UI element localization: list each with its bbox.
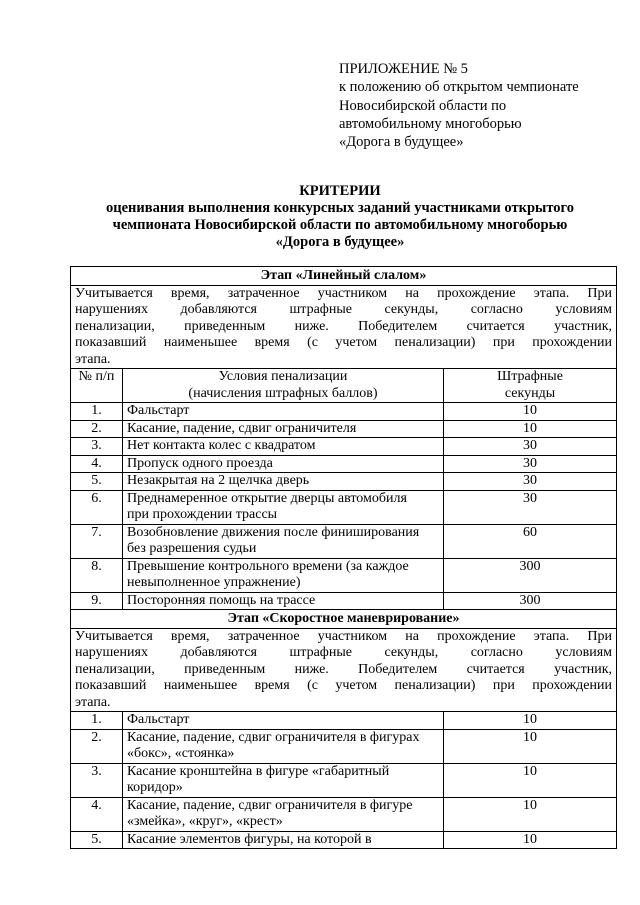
row-condition xyxy=(123,490,444,524)
description-line: показавший наименьшее время (с учетом пенализации) при прохождении xyxy=(75,678,612,693)
row-number: 4. xyxy=(71,797,123,831)
row-penalty-seconds: 10 xyxy=(444,712,617,730)
row-condition xyxy=(123,455,444,473)
row-condition xyxy=(123,592,444,610)
row-penalty-seconds: 30 xyxy=(444,473,617,491)
row-penalty-seconds: 300 xyxy=(444,592,617,610)
header-condition xyxy=(123,369,444,403)
header-points-line: Штрафные xyxy=(497,369,563,384)
row-penalty-seconds: 60 xyxy=(444,524,617,558)
row-penalty-seconds: 10 xyxy=(444,763,617,797)
row-condition-line: Касание, падение, сдвиг ограничителя xyxy=(127,420,357,436)
row-number: 2. xyxy=(71,729,123,763)
row-condition-line: Фальстарт xyxy=(127,712,190,727)
row-number: 3. xyxy=(71,438,123,456)
document-title xyxy=(70,183,610,251)
row-penalty-seconds: 300 xyxy=(444,558,617,592)
appendix-line: Новосибирской области по xyxy=(339,97,507,114)
row-condition-line: Касание, падение, сдвиг ограничителя в фигуре xyxy=(127,797,413,813)
row-condition xyxy=(123,797,444,831)
description-line: Учитывается время, затраченное участником на прохождение этапа. При xyxy=(75,285,612,301)
row-condition xyxy=(123,763,444,797)
title-line: «Дорога в будущее» xyxy=(275,234,405,250)
row-condition-line: «бокс», «стоянка» xyxy=(127,746,235,761)
row-condition-line: без разрешения судьи xyxy=(127,541,257,556)
header-num: № п/п xyxy=(71,369,123,403)
row-penalty-seconds: 10 xyxy=(444,420,617,438)
row-condition-line: Возобновление движения после финиширования xyxy=(127,524,420,540)
row-number: 5. xyxy=(71,473,123,491)
stage-title-row xyxy=(71,610,617,629)
header-condition-line: Условия пенализации xyxy=(218,369,348,384)
row-number: 5. xyxy=(71,831,123,849)
table-row xyxy=(71,592,617,610)
row-number: 9. xyxy=(71,592,123,610)
row-number: 3. xyxy=(71,763,123,797)
title-line: чемпионата Новосибирской области по автомобильному многоборью xyxy=(112,217,568,233)
row-condition-line: Незакрытая на 2 щелчка дверь xyxy=(127,473,310,488)
row-penalty-seconds: 10 xyxy=(444,831,617,849)
table-row xyxy=(71,473,617,491)
appendix-line: к положению об открытом чемпионате xyxy=(339,79,579,96)
stage-description-row xyxy=(71,628,617,712)
row-penalty-seconds: 30 xyxy=(444,490,617,524)
row-condition-line: Касание, падение, сдвиг ограничителя в фигурах xyxy=(127,729,420,745)
table-row xyxy=(71,558,617,592)
row-condition xyxy=(123,420,444,438)
appendix-block xyxy=(339,60,629,151)
row-condition xyxy=(123,403,444,421)
stage-title-row xyxy=(71,267,617,286)
description-line: пенализации, приведенным ниже. Победителем считается участник, xyxy=(75,318,612,334)
row-condition-line: невыполненное упражнение) xyxy=(127,575,301,590)
row-number: 1. xyxy=(71,403,123,421)
row-number: 7. xyxy=(71,524,123,558)
description-line: этапа. xyxy=(75,351,111,367)
row-number: 8. xyxy=(71,558,123,592)
description-line: Учитывается время, затраченное участником на прохождение этапа. При xyxy=(75,628,612,644)
row-condition-line: коридор» xyxy=(127,780,183,795)
description-line: этапа. xyxy=(75,694,111,710)
stage-description xyxy=(71,285,617,369)
row-number: 4. xyxy=(71,455,123,473)
stage-title: Этап «Линейный слалом» xyxy=(71,267,617,286)
row-condition xyxy=(123,473,444,491)
row-condition-line: Превышение контрольного времени (за каждое xyxy=(127,558,409,574)
row-number: 2. xyxy=(71,420,123,438)
row-number: 6. xyxy=(71,490,123,524)
appendix-line: ПРИЛОЖЕНИЕ № 5 xyxy=(339,61,468,77)
table-row xyxy=(71,455,617,473)
row-condition xyxy=(123,831,444,849)
row-number: 1. xyxy=(71,712,123,730)
table-row xyxy=(71,438,617,456)
row-penalty-seconds: 30 xyxy=(444,438,617,456)
table-row xyxy=(71,797,617,831)
row-penalty-seconds: 10 xyxy=(444,797,617,831)
row-condition-line: «змейка», «круг», «крест» xyxy=(127,814,283,829)
table-row xyxy=(71,712,617,730)
column-header-row xyxy=(71,369,617,403)
row-condition xyxy=(123,729,444,763)
row-condition xyxy=(123,558,444,592)
row-condition-line: Пропуск одного проезда xyxy=(127,455,273,471)
row-condition-line: Преднамеренное открытие дверцы автомобиля xyxy=(127,490,407,506)
title-heading: КРИТЕРИИ xyxy=(299,183,381,199)
table-row xyxy=(71,403,617,421)
stage-description-row xyxy=(71,285,617,369)
header-condition-line: (начисления штрафных баллов) xyxy=(188,385,378,401)
description-line: нарушениях добавляются штрафные секунды, согласно условиям xyxy=(75,645,612,660)
row-condition-line: Посторонняя помощь на трассе xyxy=(127,592,316,608)
description-line: показавший наименьшее время (с учетом пенализации) при прохождении xyxy=(75,335,612,350)
description-line: нарушениях добавляются штрафные секунды, согласно условиям xyxy=(75,302,612,317)
table-row xyxy=(71,490,617,524)
row-condition-line: Фальстарт xyxy=(127,403,190,418)
row-condition xyxy=(123,524,444,558)
header-points-line: секунды xyxy=(504,385,556,401)
table-row xyxy=(71,763,617,797)
header-points xyxy=(444,369,617,403)
table-row xyxy=(71,420,617,438)
row-condition-line: Нет контакта колес с квадратом xyxy=(127,438,316,453)
title-subtitle xyxy=(70,200,610,251)
row-condition-line: Касание элементов фигуры, на которой в xyxy=(127,831,372,847)
row-penalty-seconds: 30 xyxy=(444,455,617,473)
row-penalty-seconds: 10 xyxy=(444,729,617,763)
title-line: оценивания выполнения конкурсных заданий участниками открытого xyxy=(105,200,574,216)
criteria-table xyxy=(70,266,617,849)
description-line: пенализации, приведенным ниже. Победителем считается участник, xyxy=(75,661,612,677)
row-condition xyxy=(123,712,444,730)
appendix-line: автомобильному многоборью xyxy=(339,115,522,132)
table-row xyxy=(71,729,617,763)
stage-title: Этап «Скоростное маневрирование» xyxy=(71,610,617,629)
row-penalty-seconds: 10 xyxy=(444,403,617,421)
row-condition-line: Касание кронштейна в фигуре «габаритный xyxy=(127,763,390,779)
stage-description xyxy=(71,628,617,712)
appendix-line: «Дорога в будущее» xyxy=(339,134,464,151)
row-condition-line: при прохождении трассы xyxy=(127,507,278,522)
table-row xyxy=(71,524,617,558)
table-row xyxy=(71,831,617,849)
row-condition xyxy=(123,438,444,456)
